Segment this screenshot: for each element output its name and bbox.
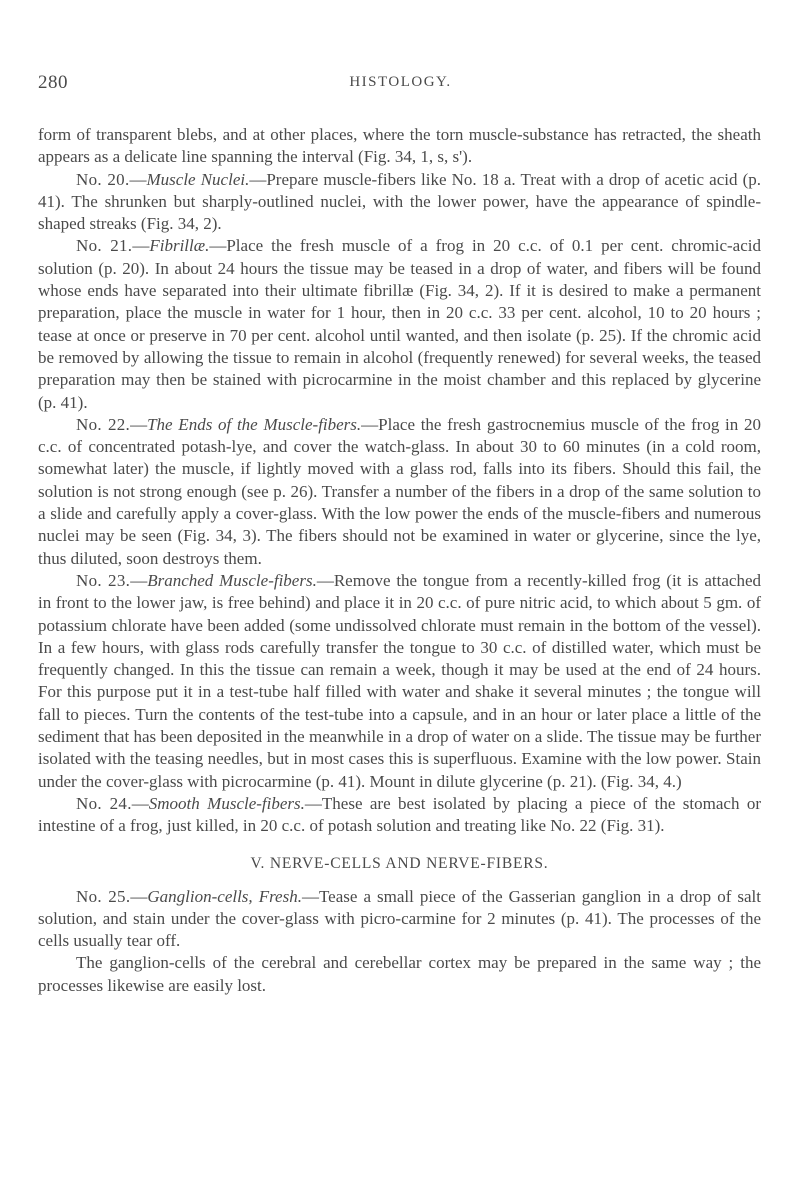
entry-text: Place the fresh gastrocnemius muscle of the frog in 20 c.c. of concentrated potash-lye, and cover the watch-glass. In about 30 to 60 minutes (in a cold room, somewhat later) the muscle, if lightly moved with a glass rod, falls into its fibers. Should this fail, the solution is not strong enough (see p. 26). Transfer a number of the fibers in a drop of the same solution to a slide and carefully apply a cover-glass. With the low power the ends of the muscle-fibers and numerous nuclei may be seen (Fig. 34, 3). The fibers should not be examined in water or glycerine, since the lye, thus diluted, soon destroys them. <box>38 414 761 568</box>
entry-title: Smooth Muscle-fibers. <box>148 793 305 813</box>
entry-title: Fibrillæ. <box>149 236 210 256</box>
entry-title: The Ends of the Muscle-fibers. <box>147 414 362 434</box>
entry-number: No. 22. <box>76 414 131 434</box>
entry-title: Ganglion-cells, Fresh. <box>147 886 302 906</box>
entry-no-20: No. 20.—Muscle Nuclei.—Prepare muscle-fibers like No. 18 a. Treat with a drop of acetic acid (p. 41). The shrunken but sharply-outlined nuclei, with the lower power, have the appearance of spindle-shaped streaks (Fig. 34, 2). <box>38 169 761 234</box>
page-number: 280 <box>38 72 68 93</box>
entry-text: Remove the tongue from a recently-killed frog (it is attached in front to the lower jaw, is free behind) and place it in 20 c.c. of pure nitric acid, to which about 5 gm. of potassium chlorate have been added (some undissolved chlorate must remain in the bottom of the vessel). In a few hours, with glass rods carefully transfer the tongue to 30 c.c. of distilled water, which must be frequently changed. In this the tissue can remain a week, though it may be used at the end of 24 hours. For this purpose put it in a test-tube half filled with water and shake it several minutes ; the tongue will fall to pieces. Turn the contents of the test-tube into a capsule, and in an hour or later place a little of the sediment that has been deposited in the meanwhile in a drop of water on a slide. The tissue may be further isolated with the teasing needles, but in most cases this is superfluous. Examine with the low power. Stain under the cover-glass with picrocarmine (p. 41). Mount in dilute glycerine (p. 21). (Fig. 34, 4.) <box>38 570 761 791</box>
entry-title: Muscle Nuclei. <box>146 169 250 189</box>
entry-number: No. 24. <box>76 793 132 813</box>
entry-no-25: No. 25.—Ganglion-cells, Fresh.—Tease a small piece of the Gasserian ganglion in a drop of salt solution, and stain under the cover-glass with picro-carmine for 2 minutes (p. 41). The processes of the cells usually tear off. <box>38 886 761 951</box>
entry-number: No. 20. <box>76 169 130 189</box>
section-heading: V. NERVE-CELLS AND NERVE-FIBERS. <box>250 854 549 872</box>
entry-number: No. 23. <box>76 570 131 590</box>
entry-text: Tease a small piece of the Gasserian ganglion in a drop of salt solution, and stain under the cover-glass with picro-carmine for 2 minutes (p. 41). The processes of the cells usually tear off. <box>38 886 761 951</box>
entry-number: No. 21. <box>76 236 133 256</box>
entry-title: Branched Muscle-fibers. <box>147 570 317 590</box>
entry-no-24: No. 24.—Smooth Muscle-fibers.—These are best isolated by placing a piece of the stomach or intestine of a frog, just killed, in 20 c.c. of potash solution and treating like No. 22 (Fig. 31). <box>38 793 761 836</box>
entry-no-23: No. 23.—Branched Muscle-fibers.—Remove the tongue from a recently-killed frog (it is attached in front to the lower jaw, is free behind) and place it in 20 c.c. of pure nitric acid, to which about 5 gm. of potassium chlorate have been added (some undissolved chlorate must remain in the bottom of the vessel). In a few hours, with glass rods carefully transfer the tongue to 30 c.c. of distilled water, which must be frequently changed. In this the tissue can remain a week, though it may be used at the end of 24 hours. For this purpose put it in a test-tube half filled with water and shake it several minutes ; the tongue will fall to pieces. Turn the contents of the test-tube into a capsule, and in an hour or later place a little of the sediment that has been deposited in the meanwhile in a drop of water on a slide. The tissue may be further isolated with the teasing needles, but in most cases this is superfluous. Examine with the low power. Stain under the cover-glass with picrocarmine (p. 41). Mount in dilute glycerine (p. 21). (Fig. 34, 4.) <box>38 570 761 791</box>
entry-number: No. 25. <box>76 886 131 906</box>
continuation-paragraph: form of transparent blebs, and at other places, where the torn muscle-substance has retracted, the sheath appears as a delicate line spanning the interval (Fig. 34, 1, s, s'). <box>38 125 761 167</box>
entry-text: These are best isolated by placing a piece of the stomach or intestine of a frog, just killed, in 20 c.c. of potash solution and treating like No. 22 (Fig. 31). <box>38 793 761 836</box>
entry-text: Place the fresh muscle of a frog in 20 c.c. of 0.1 per cent. chromic-acid solution (p. 20). In about 24 hours the tissue may be teased in a drop of water, and fibers will be found whose ends have separated into their ultimate fibrillæ (Fig. 34, 2). If it is desired to make a permanent preparation, place the muscle in water for 1 hour, then in 20 c.c. 33 per cent. alcohol, 10 to 20 hours ; tease at once or preserve in 70 per cent. alcohol until wanted, and then isolate (p. 25). If the chromic acid be removed by allowing the tissue to remain in alcohol (frequently renewed) for several weeks, the teased preparation may then be stained with picrocarmine in the moist chamber and this replaced by glycerine (p. 41). <box>38 236 761 412</box>
body-text <box>38 124 761 997</box>
entry-no-22: No. 22.—The Ends of the Muscle-fibers.—Place the fresh gastrocnemius muscle of the frog in 20 c.c. of concentrated potash-lye, and cover the watch-glass. In about 30 to 60 minutes (in a cold room, somewhat later) the muscle, if lightly moved with a glass rod, falls into its fibers. Should this fail, the solution is not strong enough (see p. 26). Transfer a number of the fibers in a drop of the same solution to a slide and carefully apply a cover-glass. With the low power the ends of the muscle-fibers and numerous nuclei may be seen (Fig. 34, 3). The fibers should not be examined in water or glycerine, since the lye, thus diluted, soon destroys them. <box>38 414 761 568</box>
entry-no-21: No. 21.—Fibrillæ.—Place the fresh muscle of a frog in 20 c.c. of 0.1 per cent. chromic-acid solution (p. 20). In about 24 hours the tissue may be teased in a drop of water, and fibers will be found whose ends have separated into their ultimate fibrillæ (Fig. 34, 2). If it is desired to make a permanent preparation, place the muscle in water for 1 hour, then in 20 c.c. 33 per cent. alcohol, 10 to 20 hours ; tease at once or preserve in 70 per cent. alcohol until wanted, and then isolate (p. 25). If the chromic acid be removed by allowing the tissue to remain in alcohol (frequently renewed) for several weeks, the teased preparation may then be stained with picrocarmine in the moist chamber and this replaced by glycerine (p. 41). <box>38 236 761 412</box>
running-head <box>0 72 801 96</box>
running-title: HISTOLOGY. <box>349 74 452 90</box>
entry-text: Prepare muscle-fibers like No. 18 a. Treat with a drop of acetic acid (p. 41). The shrunken but sharply-outlined nuclei, with the lower power, have the appearance of spindle-shaped streaks (Fig. 34, 2). <box>38 169 761 234</box>
closing-paragraph: The ganglion-cells of the cerebral and cerebellar cortex may be prepared in the same way ; the processes likewise are easily lost. <box>38 953 761 995</box>
